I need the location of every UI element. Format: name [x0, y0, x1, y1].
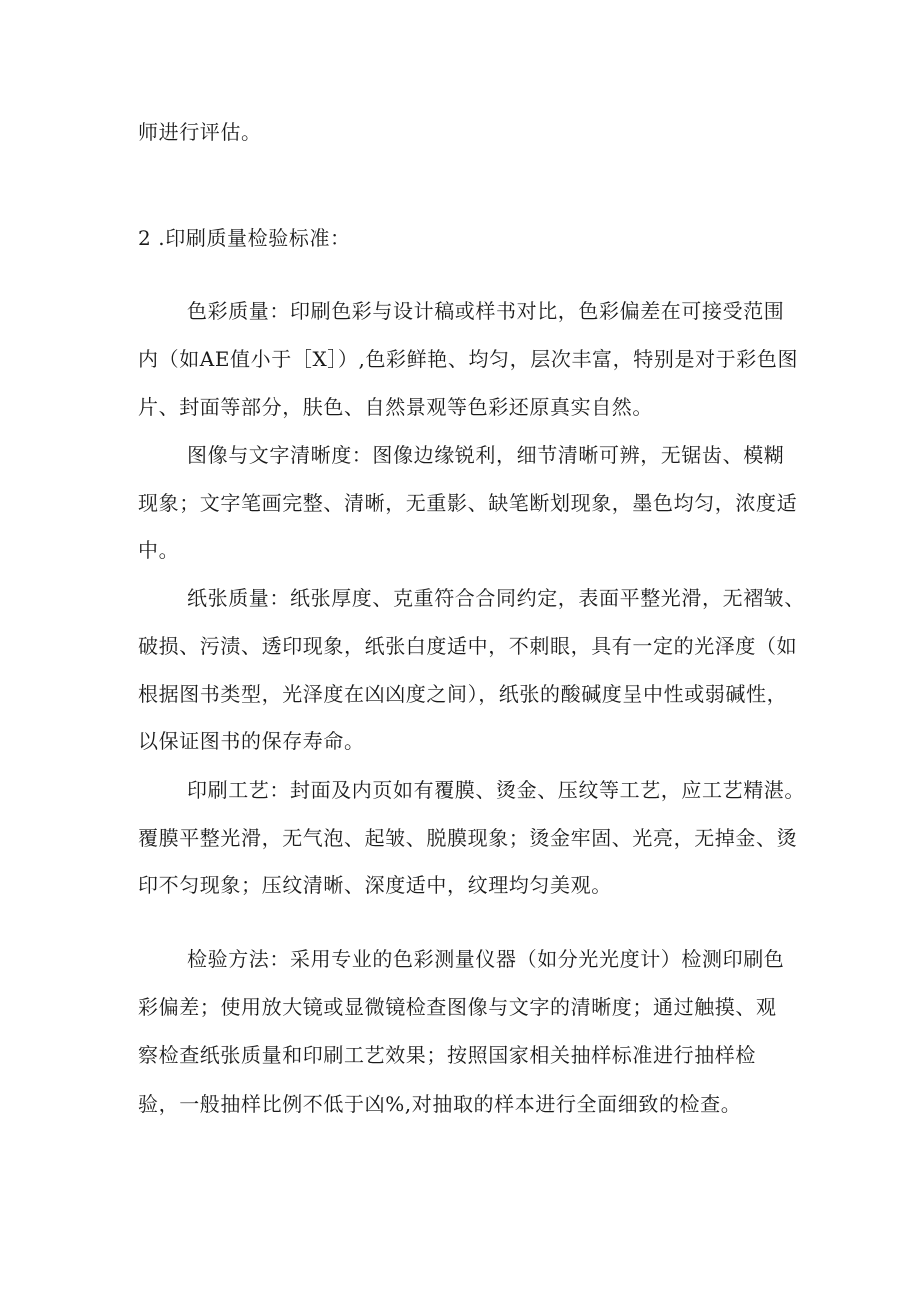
section-heading: 2 .印刷质量检验标准： [138, 226, 351, 250]
inspection-method-line-1: 检验方法：采用专业的色彩测量仪器（如分光光度计）检测印刷色 [187, 947, 785, 971]
paper-quality-line-2: 破损、污渍、透印现象，纸张白度适中，不刺眼，具有一定的光泽度（如 [138, 634, 798, 658]
paper-quality-line-1: 纸张质量：纸张厚度、克重符合合同约定，表面平整光滑，无褶皱、 [187, 586, 805, 610]
inspection-method-line-3: 察检查纸张质量和印刷工艺效果；按照国家相关抽样标准进行抽样检 [138, 1043, 756, 1067]
color-quality-line-3: 片、封面等部分，肤色、自然景观等色彩还原真实自然。 [138, 395, 653, 419]
clarity-line-3: 中。 [138, 538, 180, 562]
clarity-line-1: 图像与文字清晰度：图像边缘锐利，细节清晰可辨，无锯齿、模糊 [187, 443, 785, 467]
color-quality-line-2: 内（如AE值小于［X］）,色彩鲜艳、均匀，层次丰富，特别是对于彩色图 [138, 347, 799, 371]
printing-process-line-2: 覆膜平整光滑，无气泡、起皱、脱膜现象；烫金牢固、光亮，无掉金、烫 [138, 826, 798, 850]
color-quality-line-1: 色彩质量：印刷色彩与设计稿或样书对比，色彩偏差在可接受范围 [187, 299, 785, 323]
paper-quality-line-4: 以保证图书的保存寿命。 [138, 729, 365, 753]
intro-tail-text: 师进行评估。 [138, 120, 262, 144]
inspection-method-line-4: 验，一般抽样比例不低于凶%,对抽取的样本进行全面细致的检查。 [138, 1092, 742, 1116]
printing-process-line-1: 印刷工艺：封面及内页如有覆膜、烫金、压纹等工艺，应工艺精湛。 [187, 778, 805, 802]
printing-process-line-3: 印不匀现象；压纹清晰、深度适中，纹理均匀美观。 [138, 873, 612, 897]
clarity-line-2: 现象；文字笔画完整、清晰，无重影、缺笔断划现象，墨色均匀，浓度适 [138, 491, 798, 515]
paper-quality-line-3: 根据图书类型，光泽度在凶凶度之间），纸张的酸碱度呈中性或弱碱性， [138, 682, 788, 706]
inspection-method-line-2: 彩偏差；使用放大镜或显微镜检查图像与文字的清晰度；通过触摸、观 [138, 995, 777, 1019]
